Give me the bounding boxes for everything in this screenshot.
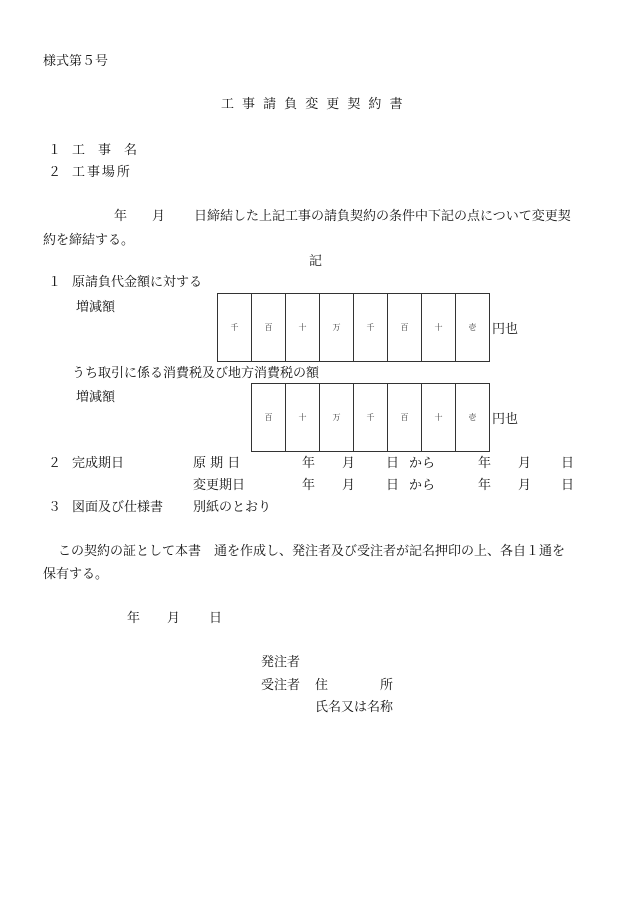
intro-text-continued: 約を締結する。 — [43, 233, 135, 248]
section3-number: ３ — [48, 500, 62, 515]
original-date-end-month: 月 — [518, 456, 532, 471]
changed-date-end-month: 月 — [518, 478, 532, 493]
address-label: 住 所 — [315, 678, 394, 693]
section2-number: ２ — [48, 456, 62, 471]
section1-sub-label: 増減額 — [76, 300, 116, 315]
ki-heading: 記 — [309, 254, 323, 269]
digit-cell: 百 — [387, 294, 421, 361]
digit-cell: 千 — [230, 322, 239, 332]
sign-date-year: 年 — [127, 611, 141, 626]
original-date-end-day: 日 — [561, 456, 575, 471]
digit-cell: 十 — [285, 294, 319, 361]
form-number: 様式第５号 — [43, 54, 109, 69]
amount-box-contract — [217, 293, 490, 362]
section1-number: １ — [48, 275, 62, 290]
orderer-label: 発注者 — [261, 655, 301, 670]
changed-date-end-year: 年 — [478, 478, 492, 493]
intro-month: 月 — [152, 209, 166, 224]
original-date-day: 日 — [386, 456, 400, 471]
contractor-label: 受注者 — [261, 678, 301, 693]
name-label: 氏名又は名称 — [315, 700, 394, 715]
closing-text-continued: 保有する。 — [43, 567, 109, 582]
tax-sub-label: 増減額 — [76, 390, 116, 405]
digit-cell: 十 — [285, 384, 319, 451]
changed-date-month: 月 — [342, 478, 356, 493]
digit-cell: 十 — [421, 384, 455, 451]
section1-unit: 円也 — [492, 322, 519, 337]
sign-date-month: 月 — [167, 611, 181, 626]
intro-year: 年 — [114, 209, 128, 224]
closing-text: この契約の証として本書 通を作成し、発注者及び受注者が記名押印の上、各自１通を — [58, 544, 566, 559]
changed-date-year: 年 — [302, 478, 316, 493]
document-title: 工事請負変更契約書 — [221, 97, 411, 112]
section2-label: 完成期日 — [72, 456, 125, 471]
original-date-year: 年 — [302, 456, 316, 471]
intro-text: 日締結した上記工事の請負契約の条件中下記の点について変更契 — [194, 209, 571, 224]
original-date-from: から — [409, 456, 436, 471]
original-date-end-year: 年 — [478, 456, 492, 471]
digit-cell: 万 — [319, 384, 353, 451]
sign-date-day: 日 — [209, 611, 223, 626]
digit-cell: 壱 — [455, 384, 489, 451]
tax-unit: 円也 — [492, 412, 519, 427]
original-date-label: 原 期 日 — [193, 456, 241, 471]
changed-date-end-day: 日 — [561, 478, 575, 493]
item-number-1: １ — [48, 143, 62, 158]
changed-date-label: 変更期日 — [193, 478, 246, 493]
digit-cell: 千 — [353, 384, 387, 451]
section1-label: 原請負代金額に対する — [72, 275, 203, 290]
section3-label: 図面及び仕様書 — [72, 500, 164, 515]
digit-cell: 百 — [264, 412, 273, 422]
section3-value: 別紙のとおり — [193, 500, 272, 515]
item-number-2: ２ — [48, 165, 62, 180]
item-label-construction-site: 工事場所 — [72, 165, 132, 180]
digit-cell: 百 — [251, 294, 285, 361]
digit-cell: 万 — [319, 294, 353, 361]
digit-cell: 十 — [421, 294, 455, 361]
tax-label: うち取引に係る消費税及び地方消費税の額 — [72, 366, 320, 381]
digit-cell: 百 — [387, 384, 421, 451]
item-label-construction-name: 工 事 名 — [72, 143, 138, 158]
changed-date-day: 日 — [386, 478, 400, 493]
changed-date-from: から — [409, 478, 436, 493]
amount-box-tax — [251, 383, 490, 452]
digit-cell: 千 — [353, 294, 387, 361]
digit-cell: 壱 — [455, 294, 489, 361]
original-date-month: 月 — [342, 456, 356, 471]
